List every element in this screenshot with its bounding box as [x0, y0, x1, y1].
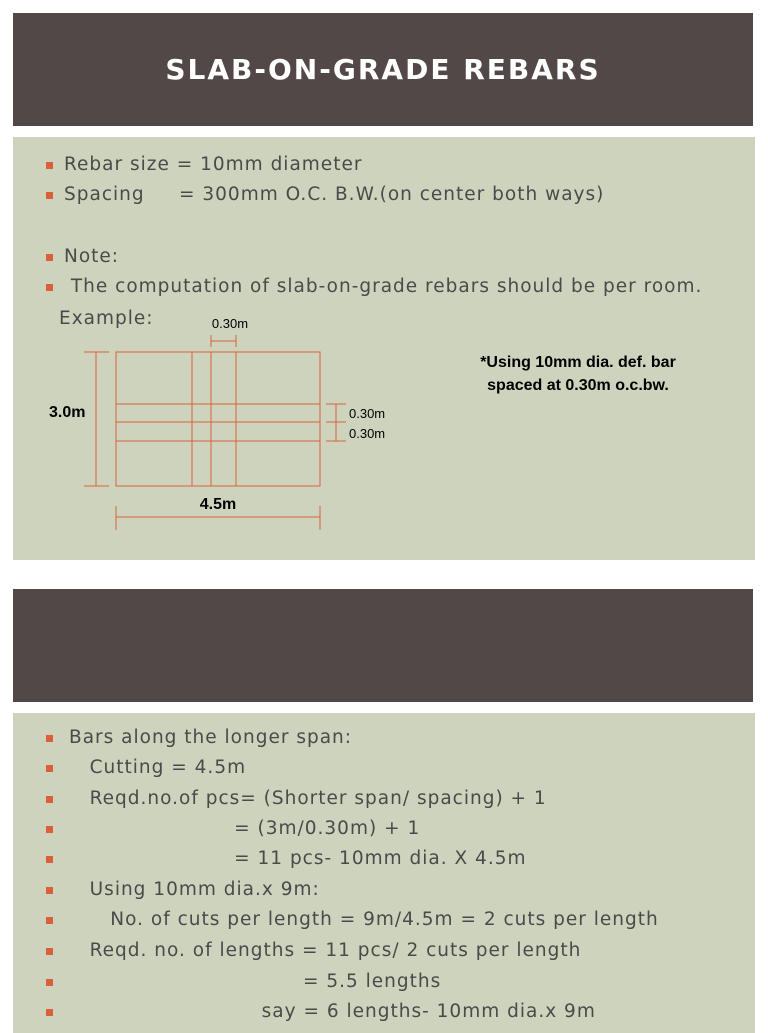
slide1-header [13, 13, 753, 126]
bullet-text: Rebar size = 10mm diameter [64, 154, 363, 175]
slab-outline [116, 352, 320, 486]
bullet-icon [46, 917, 53, 924]
bullet-text: No. of cuts per length = 9m/4.5m = 2 cuts per length [69, 909, 659, 930]
bullet-icon [46, 765, 53, 772]
bullet-text: = 5.5 lengths [69, 971, 442, 992]
bullet-icon [46, 796, 53, 803]
top-spacing-label: 0.30m [211, 316, 249, 331]
rebar-diagram [13, 137, 755, 560]
example-label: Example: [59, 308, 154, 329]
bullet-text: Using 10mm dia.x 9m: [69, 879, 320, 900]
height-label: 3.0m [49, 404, 86, 421]
bullet-text: say = 6 lengths- 10mm dia.x 9m [69, 1001, 596, 1022]
bullet-text: = 11 pcs- 10mm dia. X 4.5m [69, 848, 527, 869]
bullet-text: Bars along the longer span: [69, 727, 353, 748]
bullet-text: Cutting = 4.5m [69, 757, 247, 778]
bullet-icon [46, 826, 53, 833]
bullet-text: The computation of slab-on-grade rebars should be per room. [64, 276, 703, 297]
bullet-text: Reqd.no.of pcs= (Shorter span/ spacing) + 1 [69, 788, 547, 809]
slide1-content [13, 137, 755, 560]
bullet-icon [46, 1009, 53, 1016]
bullet-icon [46, 735, 53, 742]
bullet-icon [46, 979, 53, 986]
width-label: 4.5m [199, 496, 237, 513]
bar-note-line: spaced at 0.30m o.c.bw. [487, 377, 669, 394]
bullet-text: Reqd. no. of lengths = 11 pcs/ 2 cuts per length [69, 940, 582, 961]
slide1-title: SLAB-ON-GRADE REBARS [165, 53, 601, 86]
bar-note-line: *Using 10mm dia. def. bar [480, 354, 676, 371]
bullet-text: Spacing = 300mm O.C. B.W.(on center both ways) [64, 184, 605, 205]
bullet-icon [46, 948, 53, 955]
slide2-content [13, 713, 755, 1033]
bullet-icon [46, 856, 53, 863]
slide2-header [13, 589, 753, 702]
bullet-text: Note: [64, 246, 120, 267]
side-spacing-label: 0.30m [349, 426, 386, 441]
bullet-text: = (3m/0.30m) + 1 [69, 818, 421, 839]
bullet-icon [46, 887, 53, 894]
side-spacing-label: 0.30m [349, 406, 386, 421]
